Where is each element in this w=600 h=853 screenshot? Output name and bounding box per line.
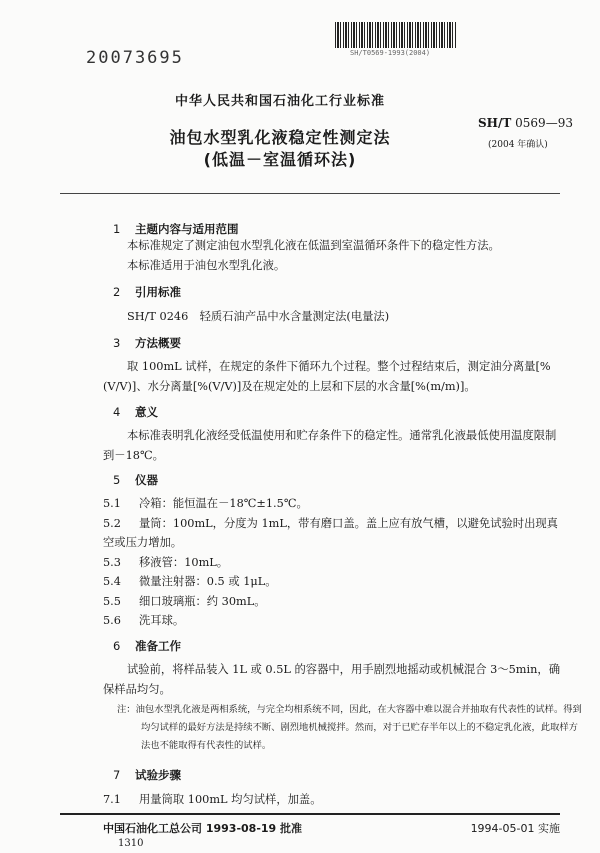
document-title: 油包水型乳化液稳定性测定法 bbox=[169, 128, 391, 147]
handwritten-number: 20073695 bbox=[86, 48, 184, 68]
s3-text: 取 100mL 试样，在规定的条件下循环九个过程。整个过程结束后，测定油分离量[%(V/V)]、水分离量[%(V/V)]及在规定处的上层和下层的水含量[%(m/m)]。 bbox=[103, 360, 551, 393]
item-number: 7.1 bbox=[103, 793, 121, 806]
paragraph bbox=[103, 236, 561, 275]
section-title: 引用标准 bbox=[135, 285, 181, 299]
section-heading bbox=[113, 404, 158, 420]
barcode bbox=[335, 22, 457, 48]
list-item bbox=[103, 572, 561, 592]
section-title: 意义 bbox=[135, 405, 158, 419]
barcode-caption: SH/T0569-1993(2004) bbox=[350, 49, 431, 57]
paragraph bbox=[103, 426, 561, 465]
section-number: 2 bbox=[113, 285, 121, 299]
section-number: 6 bbox=[113, 639, 121, 653]
instrument-list bbox=[103, 494, 561, 631]
item-text: 冷箱：能恒温在－18℃±1.5℃。 bbox=[139, 497, 308, 510]
item-text: 用量筒取 100mL 均匀试样，加盖。 bbox=[139, 793, 322, 806]
list-item bbox=[103, 611, 561, 631]
s1-p2: 本标准适用于油包水型乳化液。 bbox=[127, 258, 286, 272]
section-heading bbox=[113, 638, 181, 654]
section-title: 方法概要 bbox=[135, 336, 181, 350]
item-number: 5.4 bbox=[103, 575, 121, 588]
section-heading bbox=[113, 221, 239, 237]
section-number: 1 bbox=[113, 222, 121, 236]
section-number: 4 bbox=[113, 405, 121, 419]
list-item bbox=[103, 514, 561, 553]
section-title: 仪器 bbox=[135, 473, 158, 487]
effective-date: 1994-05-01 实施 bbox=[470, 822, 560, 835]
page-number: 1310 bbox=[118, 838, 144, 849]
confirmation-note: (2004 年确认) bbox=[488, 140, 548, 150]
approval-date: 中国石油化工总公司 1993-08-19 批准 bbox=[103, 822, 303, 835]
document-subtitle: (低温－室温循环法) bbox=[203, 150, 357, 169]
section-title: 主题内容与适用范围 bbox=[135, 222, 239, 236]
s6-text: 试验前，将样品装入 1L 或 0.5L 的容器中，用手剧烈地摇动或机械混合 3～5min，确保样品均匀。 bbox=[103, 663, 560, 696]
section-title: 准备工作 bbox=[135, 639, 181, 653]
s1-p1: 本标准规定了测定油包水型乳化液在低温到室温循环条件下的稳定性方法。 bbox=[127, 239, 500, 252]
standard-code bbox=[478, 116, 573, 130]
section-title: 试验步骤 bbox=[135, 768, 181, 782]
section-heading bbox=[113, 472, 158, 488]
paragraph bbox=[103, 357, 561, 396]
section-heading bbox=[113, 284, 181, 300]
list-item bbox=[103, 553, 561, 573]
item-text: 细口玻璃瓶：约 30mL。 bbox=[139, 594, 266, 608]
paragraph bbox=[103, 307, 561, 327]
issuing-header: 中华人民共和国石油化工行业标准 bbox=[174, 94, 385, 109]
item-number: 5.3 bbox=[103, 555, 121, 569]
section-heading bbox=[113, 335, 181, 351]
header-rule bbox=[60, 193, 560, 194]
s2-reference: SH/T 0246 轻质石油产品中水含量测定法(电量法) bbox=[127, 310, 390, 323]
item-text: 洗耳球。 bbox=[139, 614, 185, 627]
item-number: 5.6 bbox=[103, 614, 121, 627]
section-number: 7 bbox=[113, 768, 121, 782]
s4-text: 本标准表明乳化液经受低温使用和贮存条件下的稳定性。通常乳化液最低使用温度限制到－18℃。 bbox=[103, 429, 557, 462]
item-text: 量筒：100mL，分度为 1mL，带有磨口盖。盖上应有放气槽，以避免试验时出现真空或压力增加。 bbox=[103, 516, 558, 549]
list-item bbox=[103, 494, 561, 514]
section-number: 5 bbox=[113, 473, 121, 487]
item-text: 微量注射器：0.5 或 1μL。 bbox=[139, 575, 277, 588]
list-item bbox=[103, 592, 561, 612]
code-prefix: SH/T bbox=[478, 116, 512, 130]
item-text: 移液管：10mL。 bbox=[139, 555, 229, 569]
code-number: 0569—93 bbox=[515, 116, 573, 130]
list-item bbox=[103, 790, 561, 810]
item-number: 5.5 bbox=[103, 594, 121, 608]
paragraph bbox=[103, 660, 561, 699]
item-number: 5.1 bbox=[103, 497, 121, 510]
note: 注：油包水型乳化液是两相系统，与完全均相系统不同，因此，在大容器中难以混合并抽取有代表性的试样。得到均匀试样的最好方法是持续不断、剧烈地机械搅拌。然而，对于已贮存半年以上的不稳定乳化液，此取样方法也不能取得有代表性的试样。 bbox=[117, 704, 582, 751]
section-number: 3 bbox=[113, 336, 121, 350]
footer-rule bbox=[60, 813, 560, 815]
item-number: 5.2 bbox=[103, 516, 121, 530]
section-heading bbox=[113, 767, 181, 783]
